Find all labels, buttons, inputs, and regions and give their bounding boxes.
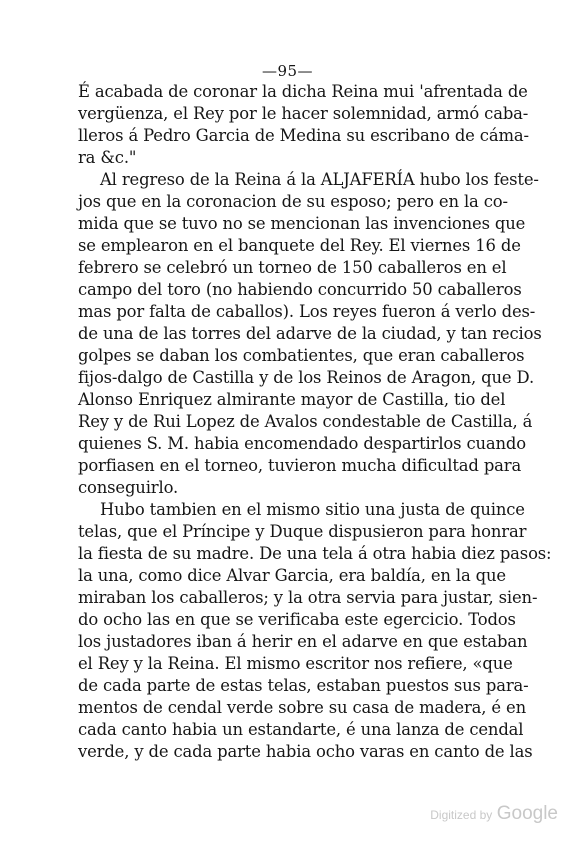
text-line: se emplearon en el banquete del Rey. El viernes 16 de — [78, 236, 521, 255]
text-line: cada canto habia un estandarte, é una lanza de cendal — [78, 720, 524, 739]
paragraph-first-line: Hubo tambien en el mismo sitio una justa de quince — [100, 500, 525, 519]
text-line: de cada parte de estas telas, estaban puestos sus para- — [78, 676, 529, 695]
text-line: la una, como dice Alvar Garcia, era baldía, en la que — [78, 566, 506, 585]
text-line: telas, que el Príncipe y Duque dispusieron para honrar — [78, 522, 527, 541]
watermark-brand: Google — [496, 803, 558, 824]
text-line: mentos de cendal verde sobre su casa de madera, é en — [78, 698, 526, 717]
text-line: febrero se celebró un torneo de 150 caballeros en el — [78, 258, 507, 277]
text-line: porfiasen en el torneo, tuvieron mucha dificultad para — [78, 456, 522, 475]
text-line: verde, y de cada parte habia ocho varas en canto de las — [78, 742, 533, 761]
paragraph-first-line: Al regreso de la Reina á la ALJAFERÍA hubo los feste- — [100, 170, 539, 189]
text-line: vergüenza, el Rey por le hacer solemnidad, armó caba- — [78, 104, 529, 123]
text-line: É acabada de coronar la dicha Reina mui 'afrentada de — [78, 82, 528, 101]
text-line: miraban los caballeros; y la otra servia para justar, sien- — [78, 588, 538, 607]
body-text — [78, 81, 552, 763]
text-line: el Rey y la Reina. El mismo escritor nos refiere, «que — [78, 654, 513, 673]
text-line: do ocho las en que se verificaba este egercicio. Todos — [78, 610, 516, 629]
text-line: ra &c." — [78, 148, 137, 167]
text-line: Rey y de Rui Lopez de Avalos condestable de Castilla, á — [78, 412, 533, 431]
text-line: fijos-dalgo de Castilla y de los Reinos de Aragon, que D. — [78, 368, 534, 387]
text-line: la fiesta de su madre. De una tela á otra habia diez pasos: — [78, 544, 552, 563]
text-line: campo del toro (no habiendo concurrido 50 caballeros — [78, 280, 522, 299]
text-line: golpes se daban los combatientes, que eran caballeros — [78, 346, 525, 365]
digitization-watermark — [430, 803, 558, 825]
text-line: de una de las torres del adarve de la ciudad, y tan recios — [78, 324, 542, 343]
text-line: lleros á Pedro Garcia de Medina su escribano de cáma- — [78, 126, 529, 145]
text-line: Alonso Enriquez almirante mayor de Castilla, tio del — [78, 390, 506, 409]
text-line: quienes S. M. habia encomendado despartirlos cuando — [78, 434, 526, 453]
text-line: los justadores iban á herir en el adarve en que estaban — [78, 632, 528, 651]
page-number: —95— — [261, 62, 314, 80]
watermark-prefix: Digitized by — [430, 808, 493, 822]
text-line: conseguirlo. — [78, 478, 179, 497]
text-line: mida que se tuvo no se mencionan las invenciones que — [78, 214, 526, 233]
text-line: jos que en la coronacion de su esposo; pero en la co- — [78, 192, 508, 211]
text-line: mas por falta de caballos). Los reyes fueron á verlo des- — [78, 302, 536, 321]
